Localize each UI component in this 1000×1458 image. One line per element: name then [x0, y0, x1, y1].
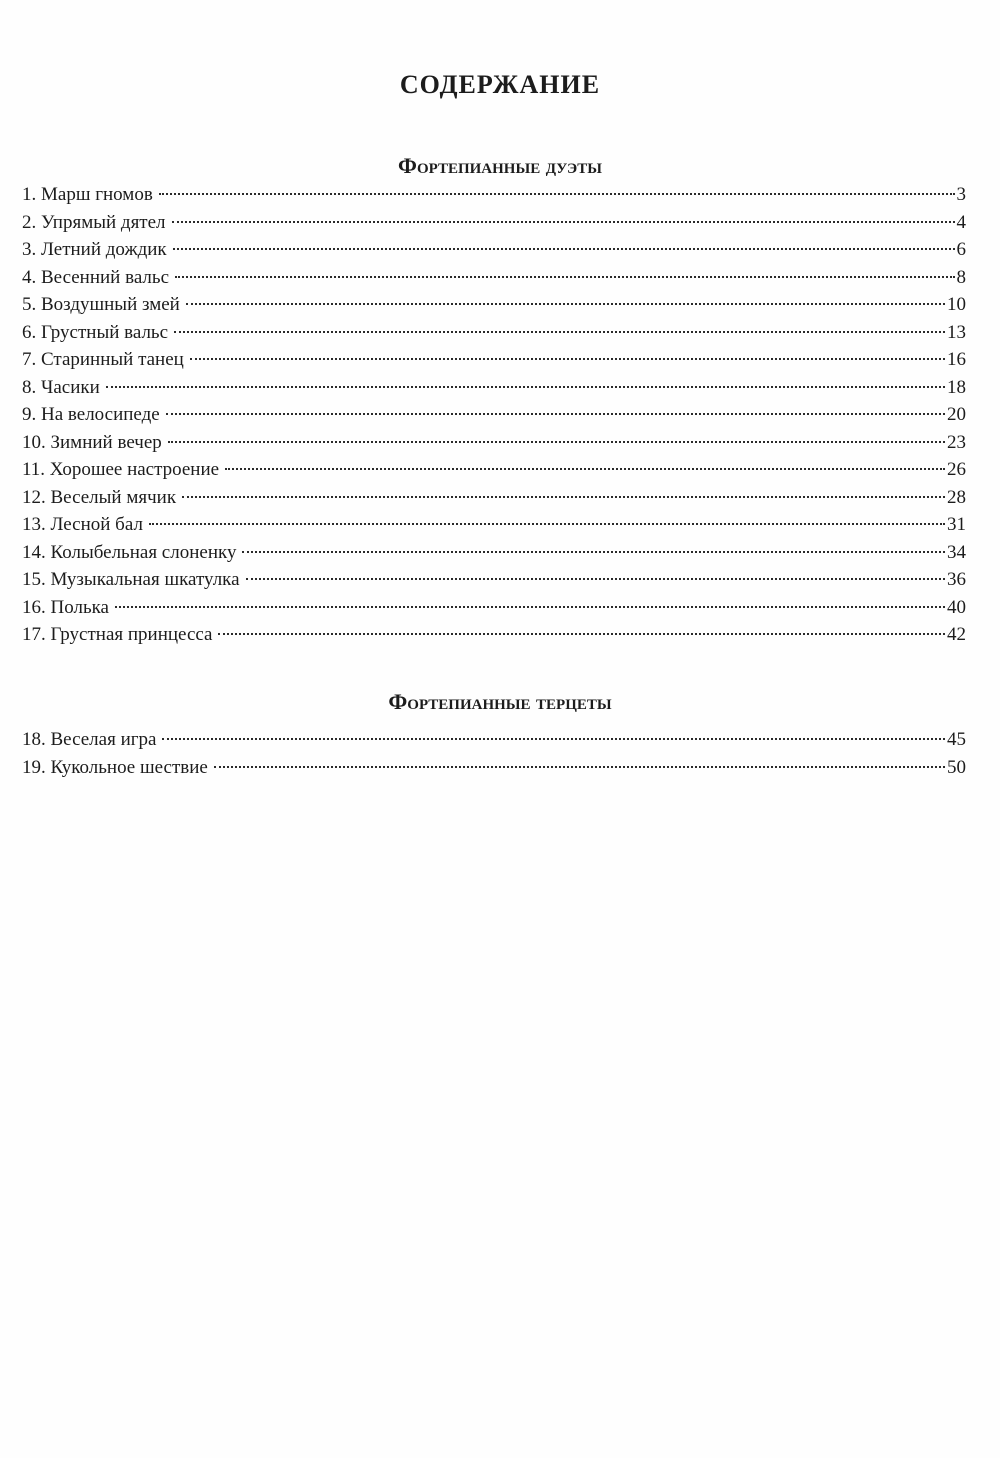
toc-entry-title: Кукольное шествие: [50, 756, 208, 778]
toc-entry-title: Лесной бал: [50, 514, 143, 535]
toc-entry-page: 16: [947, 349, 966, 370]
dot-leader: [115, 606, 945, 608]
toc-entry-page: 4: [956, 211, 966, 233]
dot-leader: [218, 633, 945, 635]
toc-entry: [22, 181, 966, 209]
toc-entry-page: 45: [947, 729, 966, 750]
toc-entry: [22, 429, 966, 457]
toc-entry: [22, 726, 966, 754]
toc-entry: [22, 264, 966, 292]
toc-entry-title: Марш гномов: [41, 184, 153, 205]
toc-entry-page: 20: [947, 404, 966, 425]
toc-entry-title: Часики: [41, 376, 100, 398]
toc-entry: [22, 236, 966, 264]
toc-entry: [22, 566, 966, 594]
toc-entry-page: 6: [956, 239, 966, 260]
toc-entry: [22, 291, 966, 319]
toc-entry-number: 9.: [22, 404, 37, 425]
dot-leader: [174, 331, 945, 333]
toc-entry-page: 10: [947, 294, 966, 315]
toc-entry-title: Полька: [50, 596, 109, 618]
toc-entry-number: 16.: [22, 596, 46, 618]
toc-entry-title: Музыкальная шкатулка: [50, 569, 240, 590]
toc-entry: [22, 209, 966, 237]
dot-leader: [159, 193, 955, 195]
dot-leader: [214, 766, 945, 768]
section-heading-duets: Фортепианные дуэты: [398, 153, 602, 178]
toc-entry-title: Грустная принцесса: [50, 624, 213, 645]
toc-entry-number: 7.: [22, 349, 37, 370]
page-title: СОДЕРЖАНИЕ: [399, 70, 601, 99]
toc-entry-page: 8: [956, 266, 966, 288]
dot-leader: [168, 441, 945, 443]
toc-entry-title: Старинный танец: [41, 349, 184, 370]
toc-entry: [22, 401, 966, 429]
toc-entry: [22, 754, 966, 782]
dot-leader: [190, 358, 945, 360]
toc-entry-number: 17.: [22, 624, 46, 645]
toc-entry-page: 18: [947, 376, 966, 398]
toc-entry-page: 13: [947, 321, 966, 343]
toc-entry-number: 14.: [22, 541, 46, 563]
toc-entry-number: 4.: [22, 266, 37, 288]
toc-entry-page: 50: [947, 756, 966, 778]
toc-entry: [22, 456, 966, 484]
dot-leader: [166, 413, 945, 415]
toc-entry: [22, 511, 966, 539]
toc-entry: [22, 621, 966, 649]
toc-entry-number: 10.: [22, 431, 46, 453]
toc-list-duets: [22, 181, 966, 649]
toc-entry-title: Летний дождик: [41, 239, 167, 260]
toc-entry-page: 40: [947, 596, 966, 618]
toc-entry-number: 2.: [22, 211, 37, 233]
toc-entry: [22, 374, 966, 402]
toc-entry-number: 3.: [22, 239, 37, 260]
dot-leader: [242, 551, 945, 553]
toc-entry: [22, 319, 966, 347]
toc-entry-title: Воздушный змей: [41, 294, 180, 315]
toc-entry-page: 36: [947, 569, 966, 590]
toc-entry-page: 34: [947, 541, 966, 563]
toc-entry-number: 18.: [22, 729, 46, 750]
toc-entry-title: Веселый мячик: [50, 486, 177, 508]
toc-entry-page: 28: [947, 486, 966, 508]
toc-entry-title: Зимний вечер: [50, 431, 162, 453]
toc-entry: [22, 594, 966, 622]
toc-entry: [22, 539, 966, 567]
toc-entry-page: 31: [947, 514, 966, 535]
toc-entry-number: 1.: [22, 184, 37, 205]
toc-entry-title: Весенний вальс: [41, 266, 169, 288]
toc-entry-page: 23: [947, 431, 966, 453]
toc-entry-title: Веселая игра: [50, 729, 157, 750]
toc-entry-number: 19.: [22, 756, 46, 778]
dot-leader: [106, 386, 945, 388]
toc-entry: [22, 346, 966, 374]
dot-leader: [246, 578, 945, 580]
toc-entry-number: 8.: [22, 376, 37, 398]
toc-entry-page: 26: [947, 459, 966, 480]
dot-leader: [162, 738, 945, 740]
dot-leader: [182, 496, 945, 498]
toc-entry-number: 11.: [22, 459, 46, 480]
toc-entry-page: 42: [947, 624, 966, 645]
dot-leader: [225, 468, 945, 470]
dot-leader: [172, 221, 955, 223]
toc-entry-title: Колыбельная слоненку: [50, 541, 237, 563]
toc-entry-number: 12.: [22, 486, 46, 508]
toc-entry-title: На велосипеде: [41, 404, 160, 425]
toc-entry-title: Упрямый дятел: [41, 211, 166, 233]
dot-leader: [173, 248, 955, 250]
toc-entry-number: 6.: [22, 321, 37, 343]
toc-entry: [22, 484, 966, 512]
section-heading-tercets: Фортепианные терцеты: [388, 689, 612, 714]
toc-entry-number: 13.: [22, 514, 46, 535]
toc-entry-page: 3: [956, 184, 966, 205]
toc-entry-title: Грустный вальс: [41, 321, 169, 343]
dot-leader: [149, 523, 945, 525]
toc-list-tercets: [22, 726, 966, 781]
toc-entry-title: Хорошее настроение: [49, 459, 220, 480]
dot-leader: [175, 276, 955, 278]
dot-leader: [186, 303, 945, 305]
toc-entry-number: 5.: [22, 294, 37, 315]
toc-entry-number: 15.: [22, 569, 46, 590]
